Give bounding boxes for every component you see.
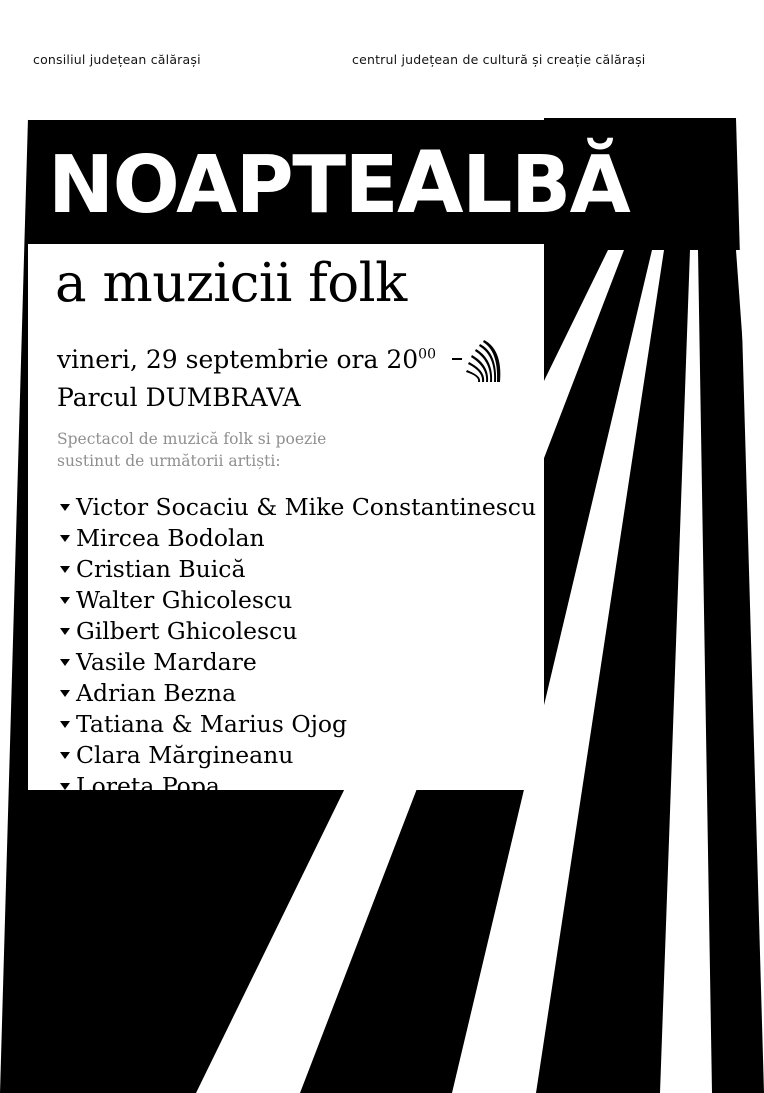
title-part-2: A: [397, 133, 463, 233]
list-item: [58, 833, 528, 864]
page-title: [48, 133, 748, 233]
intro-text: [57, 428, 326, 472]
artists-list: [58, 492, 537, 864]
bullet-triangle-icon: [60, 690, 70, 697]
event-place: Parcul DUMBRAVA: [57, 383, 301, 412]
list-item: [58, 523, 528, 554]
bullet-triangle-icon: [60, 783, 70, 790]
bullet-triangle-icon: [60, 504, 70, 511]
list-item: [58, 585, 528, 616]
artist-name: Walter Ghicolescu: [76, 586, 293, 614]
list-item: [58, 771, 528, 802]
bullet-triangle-icon: [60, 566, 70, 573]
list-item: [58, 678, 528, 709]
intro-line-2: sustinut de următorii artiști:: [57, 452, 281, 470]
subtitle: a muzicii folk: [55, 253, 407, 314]
event-date-text: vineri, 29 septembrie ora 20: [57, 345, 419, 374]
bullet-triangle-icon: [60, 721, 70, 728]
event-date: [57, 345, 436, 374]
artist-name: Victor Socaciu & Mike Constantinescu: [76, 493, 537, 521]
intro-line-1: Spectacol de muzică folk si poezie: [57, 430, 327, 448]
feather-icon: [466, 338, 506, 384]
list-item: [58, 492, 537, 523]
artist-name: Clara Mărgineanu: [76, 741, 294, 769]
artist-name: David Gojkovic: [76, 803, 255, 831]
bullet-triangle-icon: [60, 814, 70, 821]
artist-name: Loreta Popa: [76, 772, 220, 800]
bullet-triangle-icon: [60, 845, 70, 852]
bullet-triangle-icon: [60, 535, 70, 542]
event-date-minutes: 00: [418, 346, 436, 363]
list-item: [58, 802, 528, 833]
artist-name: Trio Vox: [76, 834, 175, 862]
list-item: [58, 616, 528, 647]
list-item: [58, 709, 528, 740]
list-item: [58, 740, 528, 771]
artist-name: Mircea Bodolan: [76, 524, 265, 552]
bullet-triangle-icon: [60, 597, 70, 604]
date-dash: [452, 358, 462, 360]
artist-name: Vasile Mardare: [76, 648, 257, 676]
artist-name: Adrian Bezna: [76, 679, 237, 707]
artist-name: Gilbert Ghicolescu: [76, 617, 298, 645]
list-item: [58, 554, 528, 585]
title-part-3: LBĂ: [462, 139, 630, 231]
artist-name: Tatiana & Marius Ojog: [76, 710, 348, 738]
list-item: [58, 647, 528, 678]
artist-name: Cristian Buică: [76, 555, 246, 583]
bullet-triangle-icon: [60, 659, 70, 666]
bullet-triangle-icon: [60, 628, 70, 635]
header-organizer-left: consiliul județean călărași: [33, 52, 201, 67]
title-part-1: NOAPTE: [48, 139, 398, 231]
bullet-triangle-icon: [60, 752, 70, 759]
header-organizer-right: centrul județean de cultură și creație călărași: [352, 52, 646, 67]
